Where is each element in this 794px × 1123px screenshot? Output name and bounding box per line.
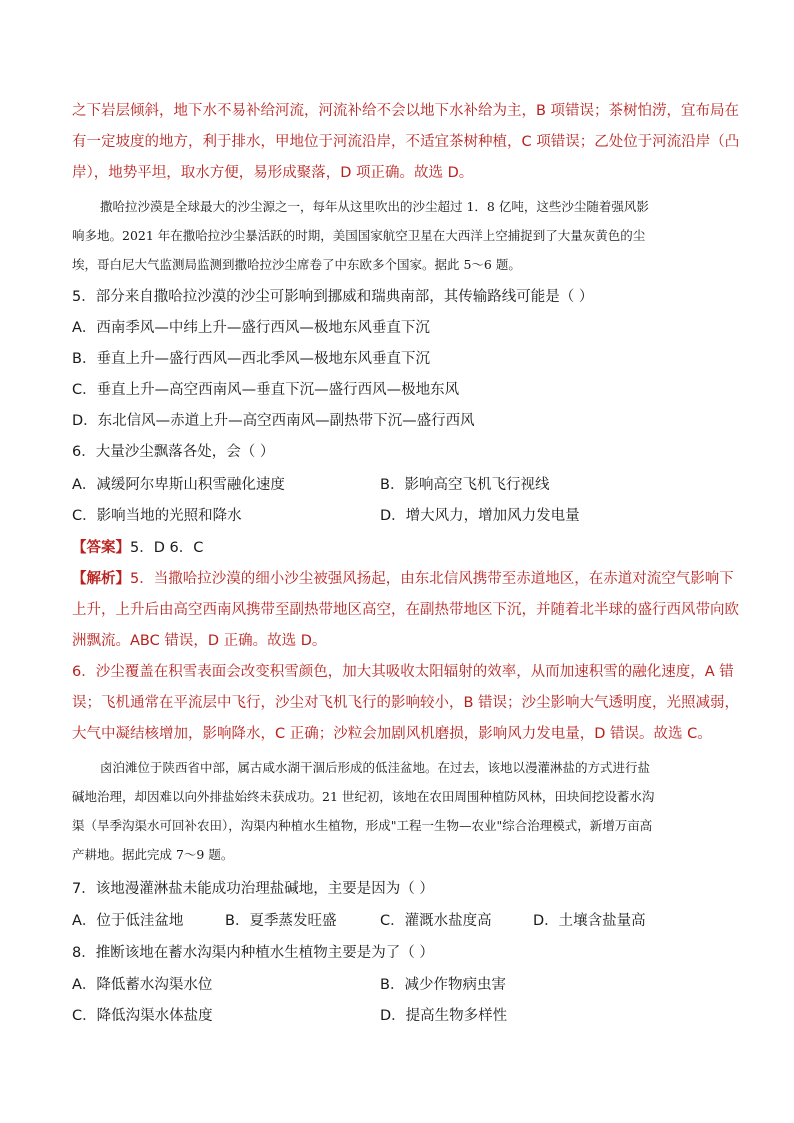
question-6-option-b: B．影响高空飞机飞行视线 [380, 477, 550, 493]
question-7-stem: 7．该地漫灌淋盐未能成功治理盐碱地，主要是因为（ ） [72, 881, 434, 897]
question-8-stem: 8．推断该地在蓄水沟渠内种植水生植物主要是为了（ ） [72, 945, 434, 961]
question-8-option-b: B．减少作物病虫害 [380, 977, 506, 993]
analysis-text: 5．当撒哈拉沙漠的细小沙尘被强风扬起，由东北信风携带至赤道地区，在赤道对流空气影响下 [130, 571, 734, 587]
passage-1-line: 响多地。2021 年在撒哈拉沙尘暴活跃的时期，美国国家航空卫星在大西洋上空捕捉到了大量灰黄色的尘 [72, 228, 646, 243]
answer-line [72, 538, 722, 558]
passage-1-line: 撒哈拉沙漠是全球最大的沙尘源之一，每年从这里吹出的沙尘超过 1．8 亿吨，这些沙尘随着强风影 [100, 199, 649, 214]
question-5-option-d: D．东北信风—赤道上升—高空西南风—副热带下沉—盛行西风 [72, 413, 475, 429]
question-7-option-a: A．位于低洼盆地 [72, 913, 184, 929]
passage-2-line: 碱地治理，却因难以向外排盐始终未获成功。21 世纪初，该地在农田周围种植防风林，田块间挖设蓄水沟 [72, 789, 655, 804]
question-8-option-d: D．提高生物多样性 [380, 1008, 508, 1024]
question-7-option-b: B．夏季蒸发旺盛 [225, 913, 337, 929]
question-8-option-c: C．降低沟渠水体盐度 [72, 1008, 213, 1024]
prev-analysis-line: 之下岩层倾斜，地下水不易补给河流，河流补给不会以地下水补给为主，B 项错误；茶树怕涝，宜布局在 [72, 103, 740, 119]
question-5-option-c: C．垂直上升—高空西南风—垂直下沉—盛行西风—极地东风 [72, 382, 460, 398]
answer-tag: 【答案】 [72, 540, 130, 556]
question-6-stem: 6．大量沙尘飘落各处，会（ ） [72, 444, 275, 460]
question-7-option-d: D．土壤含盐量高 [533, 913, 646, 929]
passage-2-line: 卤泊滩位于陕西省中部，属古咸水湖干涸后形成的低洼盆地。在过去，该地以漫灌淋盐的方式进行盐 [100, 760, 651, 775]
passage-2-line: 产耕地。据此完成 7～9 题。 [72, 847, 234, 862]
analysis-line: 6．沙尘覆盖在积雪表面会改变积雪颜色，加大其吸收太阳辐射的效率，从而加速积雪的融化速度，A 错 [72, 664, 734, 680]
analysis-line [72, 569, 734, 589]
question-8-option-a: A．降低蓄水沟渠水位 [72, 977, 213, 993]
prev-analysis-line: 岸），地势平坦，取水方便，易形成聚落，D 项正确。故选 D。 [72, 165, 474, 181]
question-5-stem: 5．部分来自撒哈拉沙漠的沙尘可影响到挪威和瑞典南部，其传输路线可能是（ ） [72, 289, 594, 305]
question-5-option-a: A．西南季风—中纬上升—盛行西风—极地东风垂直下沉 [72, 320, 430, 336]
prev-analysis-line: 有一定坡度的地方，利于排水，甲地位于河流沿岸，不适宜茶树种植，C 项错误；乙处位于河流沿岸（凸 [72, 134, 740, 150]
analysis-line: 上升，上升后由高空西南风携带至副热带地区高空，在副热带地区下沉，并随着北半球的盛行西风带向欧 [72, 602, 739, 618]
question-6-option-c: C．影响当地的光照和降水 [72, 508, 242, 524]
analysis-line: 误；飞机通常在平流层中飞行，沙尘对飞机飞行的影响较小，B 错误；沙尘影响大气透明度，光照减弱， [72, 695, 740, 711]
passage-1-line: 埃，哥白尼大气监测局监测到撒哈拉沙尘席卷了中东欧多个国家。据此 5～6 题。 [72, 257, 521, 272]
answer-text: 5．D 6．C [130, 540, 204, 556]
question-6-option-a: A．减缓阿尔卑斯山积雪融化速度 [72, 477, 285, 493]
question-5-option-b: B．垂直上升—盛行西风—西北季风—极地东风垂直下沉 [72, 351, 430, 367]
question-7-option-c: C．灌溉水盐度高 [380, 913, 492, 929]
analysis-tag: 【解析】 [72, 571, 130, 587]
analysis-line: 大气中凝结核增加，影响降水，C 正确；沙粒会加剧风机磨损，影响风力发电量，D 错误。故选 C。 [72, 726, 712, 742]
passage-2-line: 渠（旱季沟渠水可回补农田），沟渠内种植水生植物，形成"工程一生物—农业"综合治理模式，新增万亩高 [72, 818, 653, 833]
question-6-option-d: D．增大风力，增加风力发电量 [380, 508, 580, 524]
analysis-line: 洲飘流。ABC 错误，D 正确。故选 D。 [72, 633, 327, 649]
